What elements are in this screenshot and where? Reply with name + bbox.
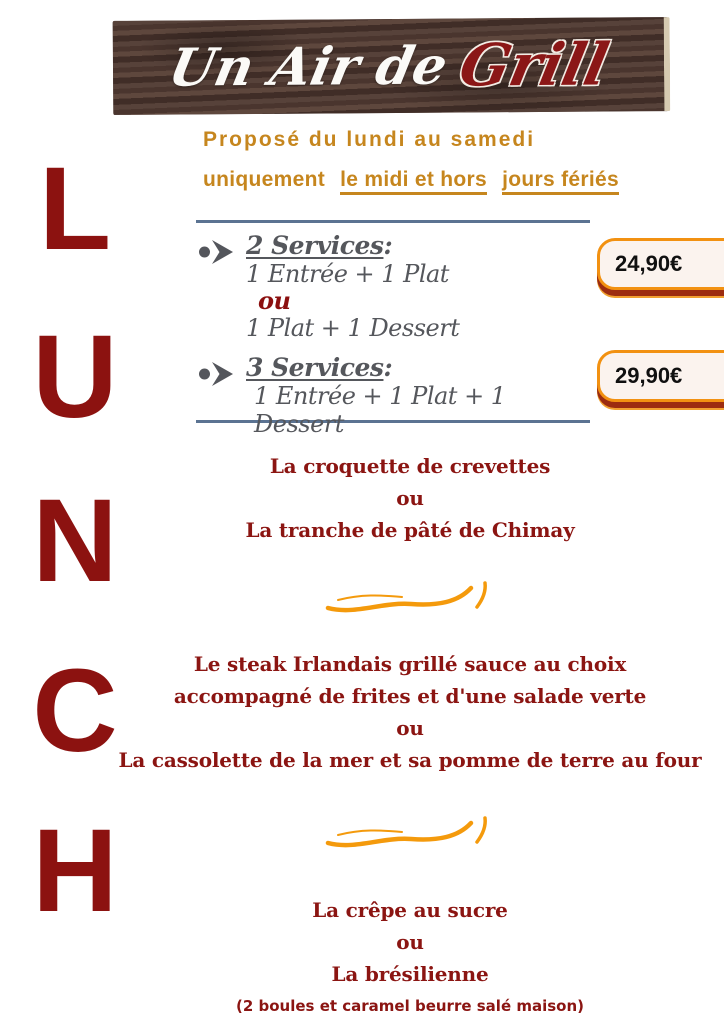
formula-2-option-2: 1 Plat + 1 Dessert — [246, 314, 460, 342]
vertical-letter-l: L — [38, 143, 112, 275]
formula-2-colon: : — [383, 231, 393, 260]
formula-3-services-text — [246, 354, 590, 438]
header-uniquement: uniquement — [203, 168, 325, 191]
price-2-services: 24,90€ — [615, 251, 683, 276]
formulas-panel — [196, 220, 590, 438]
formula-2-services-text — [246, 232, 459, 342]
logo-text-grill: Grill — [453, 30, 614, 100]
formula-title-line — [246, 354, 590, 382]
main-ou: ou — [396, 716, 424, 740]
header-availability-days: Proposé du lundi au samedi — [203, 128, 536, 151]
vertical-letter-u: U — [32, 311, 118, 443]
main-item-1-line-2: accompagné de frites et d'une salade verte — [173, 684, 647, 708]
formula-2-title: 2 Services — [246, 231, 384, 260]
vertical-letter-h: H — [32, 805, 118, 937]
mains-section — [96, 648, 724, 776]
swirl-divider-icon — [323, 814, 491, 854]
swirl-divider-icon — [323, 579, 491, 619]
price-badge-3-services — [597, 350, 724, 402]
starter-item-1: La croquette de crevettes — [269, 454, 551, 478]
starters-section — [96, 450, 724, 546]
header-feries-underlined: jours fériés — [502, 168, 619, 195]
vertical-letter-c: C — [32, 645, 118, 777]
formula-2-option-1: 1 Entrée + 1 Plat — [246, 260, 449, 288]
starter-item-2: La tranche de pâté de Chimay — [245, 518, 575, 542]
formula-3-colon: : — [383, 353, 393, 382]
arrow-bullet-icon — [196, 232, 246, 342]
main-item-1-line-1: Le steak Irlandais grillé sauce au choix — [193, 652, 627, 676]
main-item-2: La cassolette de la mer et sa pomme de terre au four — [118, 748, 702, 772]
restaurant-logo-sign — [113, 17, 671, 115]
vertical-letter-n: N — [32, 475, 118, 607]
dessert-item-2: La brésilienne — [331, 962, 489, 986]
header-availability-time — [203, 168, 619, 192]
formula-2-ou: ou — [258, 286, 291, 315]
dessert-note: (2 boules et caramel beurre salé maison) — [236, 997, 584, 1015]
dessert-item-1: La crêpe au sucre — [312, 898, 508, 922]
formula-2-services — [196, 232, 590, 342]
price-3-services: 29,90€ — [615, 363, 683, 388]
desserts-section — [96, 894, 724, 1022]
formula-3-option-1: 1 Entrée + 1 Plat + 1 Dessert — [254, 382, 506, 438]
price-badge-2-services — [597, 238, 724, 290]
formula-title-line — [246, 232, 459, 260]
dessert-ou: ou — [396, 930, 424, 954]
logo-text-un-air-de: Un Air de — [163, 35, 453, 99]
arrow-bullet-icon — [196, 354, 246, 438]
formula-3-services — [196, 354, 590, 438]
starter-ou: ou — [396, 486, 424, 510]
header-midi-underlined: le midi et hors — [340, 168, 487, 195]
formula-3-title: 3 Services — [246, 353, 384, 382]
